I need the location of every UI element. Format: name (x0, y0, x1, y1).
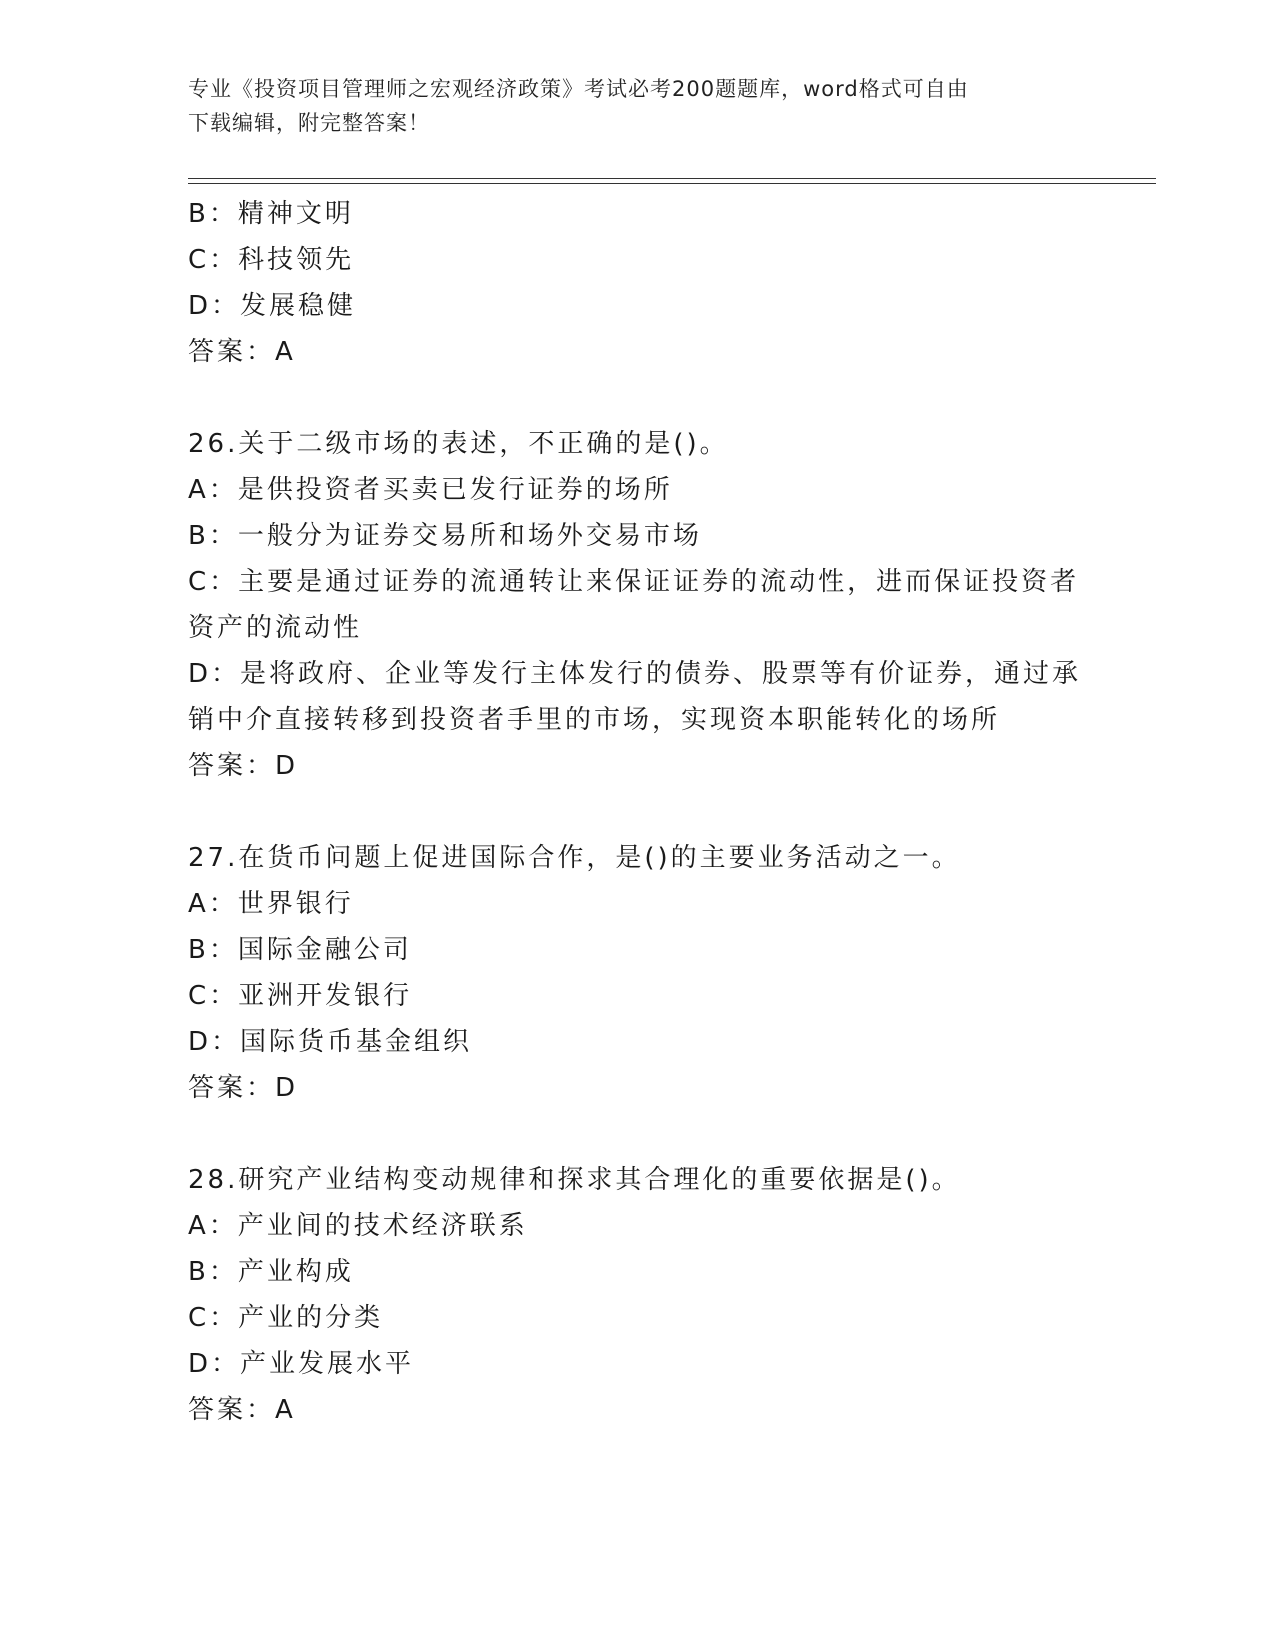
option-d: D：产业发展水平 (188, 1349, 415, 1379)
answer-line: 答案：A (188, 1395, 296, 1425)
option-b: B：一般分为证券交易所和场外交易市场 (188, 521, 702, 551)
option-a: A：世界银行 (188, 889, 354, 919)
option-c: C：亚洲开发银行 (188, 981, 413, 1011)
option-b: B：产业构成 (188, 1257, 354, 1287)
option-b: B：精神文明 (188, 199, 354, 229)
answer-line: 答案：D (188, 1073, 299, 1103)
option-d: D：发展稳健 (188, 291, 357, 321)
question-block-27 (188, 835, 1088, 1111)
question-block-25 (188, 191, 1088, 375)
question-stem: 26.关于二级市场的表述，不正确的是()。 (188, 429, 729, 459)
question-list (188, 191, 1088, 1433)
option-c: C：主要是通过证券的流通转让来保证证券的流动性，进而保证投资者 (188, 567, 1080, 597)
header-divider (188, 178, 1156, 179)
question-stem: 28.研究产业结构变动规律和探求其合理化的重要依据是()。 (188, 1165, 961, 1195)
option-d-continued: 销中介直接转移到投资者手里的市场，实现资本职能转化的场所 (188, 705, 1001, 735)
question-stem: 27.在货币问题上促进国际合作，是()的主要业务活动之一。 (188, 843, 961, 873)
header-line: 专业《投资项目管理师之宏观经济政策》考试必考200题题库，word格式可自由 (188, 77, 969, 101)
header-divider (188, 183, 1156, 184)
question-block-26 (188, 421, 1088, 789)
option-d: D：是将政府、企业等发行主体发行的债券、股票等有价证券，通过承 (188, 659, 1082, 689)
option-b: B：国际金融公司 (188, 935, 412, 965)
document-header (188, 72, 1088, 140)
option-d: D：国际货币基金组织 (188, 1027, 473, 1057)
option-c-continued: 资产的流动性 (188, 613, 363, 643)
option-a: A：产业间的技术经济联系 (188, 1211, 528, 1241)
answer-line: 答案：A (188, 337, 296, 367)
option-a: A：是供投资者买卖已发行证券的场所 (188, 475, 673, 505)
option-c: C：科技领先 (188, 245, 355, 275)
question-block-28 (188, 1157, 1088, 1433)
option-c: C：产业的分类 (188, 1303, 384, 1333)
header-line: 下载编辑，附完整答案！ (188, 111, 430, 135)
answer-line: 答案：D (188, 751, 299, 781)
